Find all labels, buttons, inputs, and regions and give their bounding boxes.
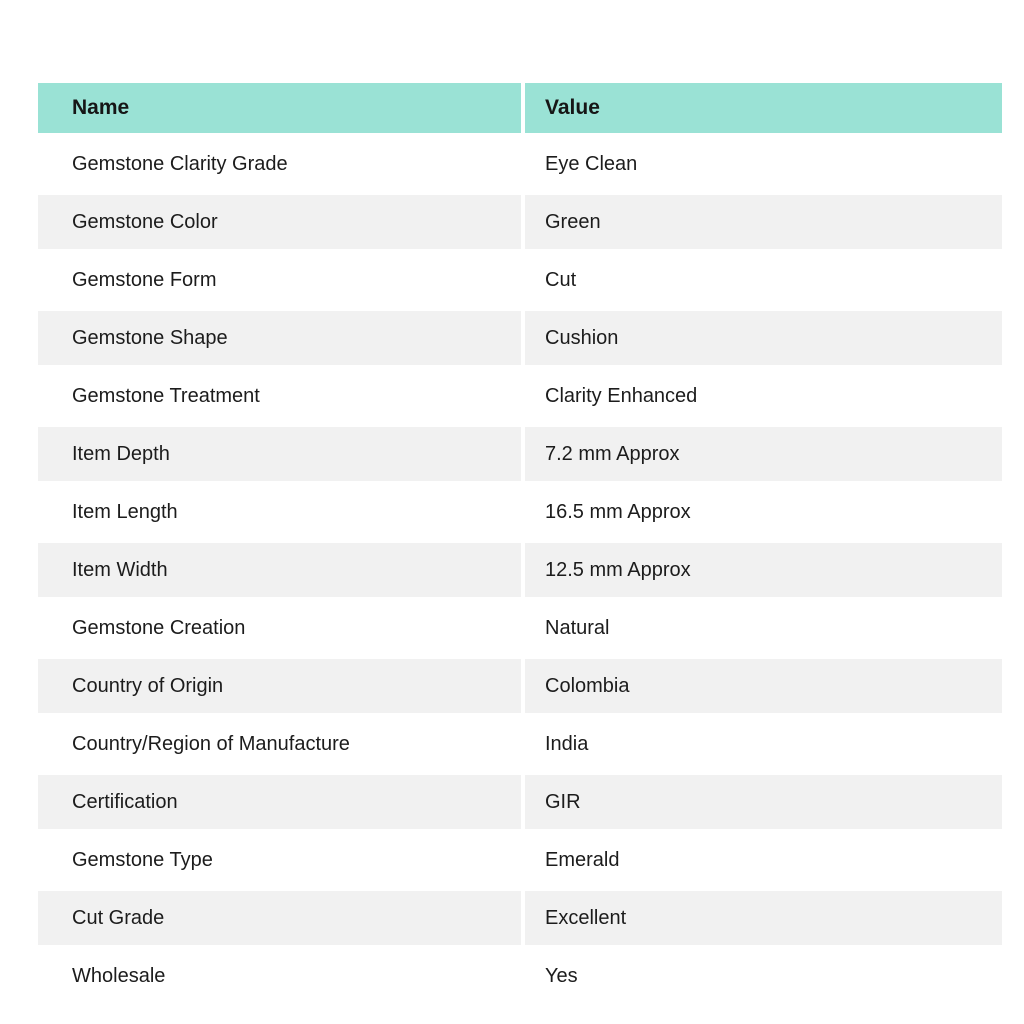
spec-name: Gemstone Form (38, 253, 521, 307)
table-row (38, 311, 1002, 365)
item-specifics-table (38, 83, 1002, 1007)
spec-value: India (525, 717, 1002, 771)
table-header-row (38, 83, 1002, 133)
table-row (38, 601, 1002, 655)
table-row (38, 833, 1002, 887)
table-row (38, 543, 1002, 597)
table-row (38, 775, 1002, 829)
spec-value: Eye Clean (525, 137, 1002, 191)
spec-name: Gemstone Clarity Grade (38, 137, 521, 191)
table-row (38, 369, 1002, 423)
spec-value: Cut (525, 253, 1002, 307)
spec-value: Natural (525, 601, 1002, 655)
spec-name: Country of Origin (38, 659, 521, 713)
spec-value: 16.5 mm Approx (525, 485, 1002, 539)
table-row (38, 485, 1002, 539)
table-row (38, 253, 1002, 307)
header-cell-name: Name (38, 83, 521, 133)
header-cell-value: Value (525, 83, 1002, 133)
spec-name: Country/Region of Manufacture (38, 717, 521, 771)
spec-value: Yes (525, 949, 1002, 1003)
spec-name: Wholesale (38, 949, 521, 1003)
spec-name: Gemstone Creation (38, 601, 521, 655)
spec-name: Gemstone Treatment (38, 369, 521, 423)
spec-name: Item Width (38, 543, 521, 597)
table-row (38, 195, 1002, 249)
table-row (38, 949, 1002, 1003)
spec-name: Gemstone Type (38, 833, 521, 887)
table-row (38, 717, 1002, 771)
spec-value: Emerald (525, 833, 1002, 887)
table-row (38, 891, 1002, 945)
spec-name: Item Depth (38, 427, 521, 481)
spec-value: 12.5 mm Approx (525, 543, 1002, 597)
spec-name: Gemstone Color (38, 195, 521, 249)
spec-value: Cushion (525, 311, 1002, 365)
table-row (38, 137, 1002, 191)
table-row (38, 659, 1002, 713)
spec-value: 7.2 mm Approx (525, 427, 1002, 481)
spec-name: Item Length (38, 485, 521, 539)
spec-name: Cut Grade (38, 891, 521, 945)
spec-value: Excellent (525, 891, 1002, 945)
spec-value: Clarity Enhanced (525, 369, 1002, 423)
spec-value: Colombia (525, 659, 1002, 713)
table-row (38, 427, 1002, 481)
spec-name: Certification (38, 775, 521, 829)
spec-value: GIR (525, 775, 1002, 829)
spec-value: Green (525, 195, 1002, 249)
spec-name: Gemstone Shape (38, 311, 521, 365)
